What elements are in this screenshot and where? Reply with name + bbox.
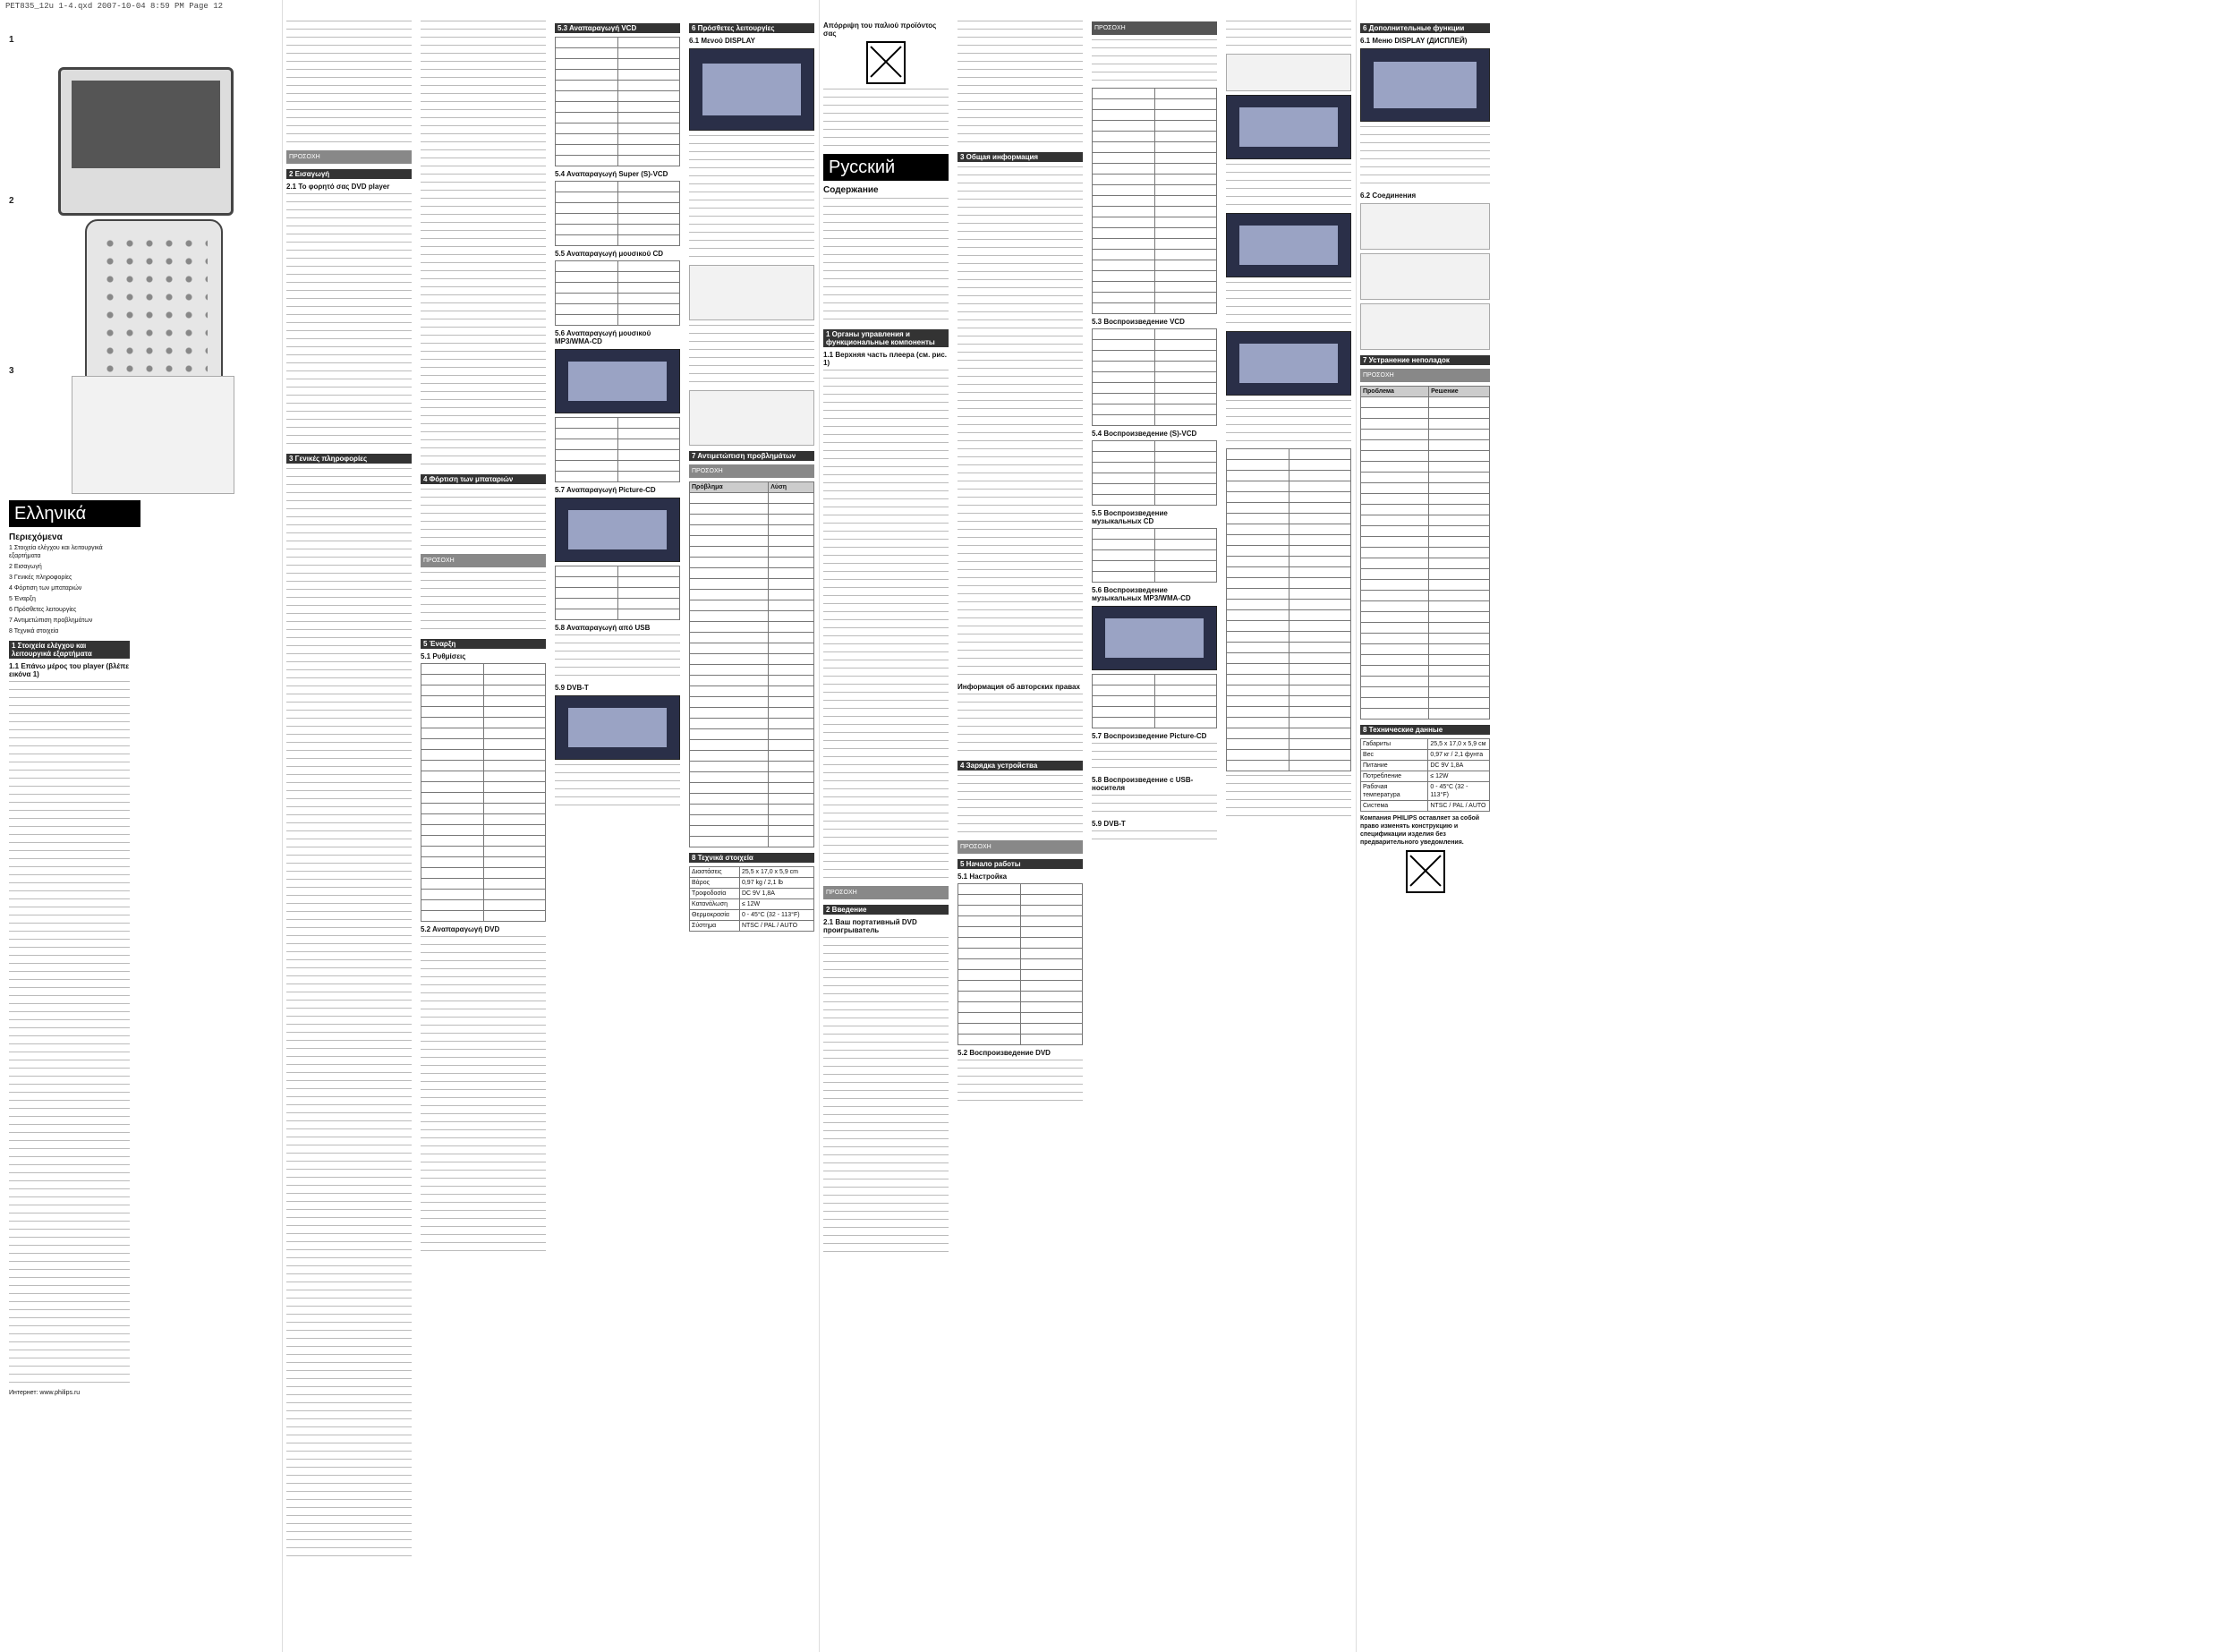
troubleshooting-table [689,481,814,847]
section-heading: 7 Устранение неполадок [1360,355,1490,365]
subsection-heading: 5.8 Αναπαραγωγή από USB [555,624,651,632]
subsection-heading: 6.1 Μενού DISPLAY [689,37,755,45]
subsection-heading: 1.1 Верхняя часть плеера (см. рис. 1) [823,351,948,367]
stand-illustration [72,376,234,494]
table-header: Πρόβλημα [690,482,769,493]
section-heading: 4 Φόρτιση των μπαταριών [421,474,546,484]
svcd-table-ru [1092,440,1217,506]
greek-col-5 [689,18,814,1633]
section-heading: 1 Органы управления и функциональные компоненты [823,329,949,347]
vcd-table [555,37,680,166]
philips-reserve-note: Компания PHILIPS оставляет за собой право изменять конструкцию и спецификации изделия без предварительного уведомления. [1360,815,1480,846]
spec-value: NTSC / PAL / AUTO [739,921,813,932]
spec-label: Κατανάλωση [690,899,740,910]
section-heading: 6 Дополнительные функции [1360,23,1490,33]
subsection-heading: 5.1 Настройка [958,873,1008,881]
subsection-heading: 6.2 Соединения [1360,192,1417,200]
subsection-heading: 2.1 Το φορητό σας DVD player [286,183,390,191]
specs-table [689,866,814,932]
settings-table-ru [958,883,1083,1045]
note-box: ΠΡΟΣΟΧΗ [1092,21,1217,35]
section-heading: 5 Начало работы [958,859,1083,869]
spec-label: Τροφοδοσία [690,889,740,899]
subsection-heading: 5.3 Воспроизведение VCD [1092,318,1185,326]
spec-value: NTSC / PAL / AUTO [1428,801,1490,812]
greek-toc-title: Περιεχόμενα [9,532,63,542]
connection-illustration [689,265,814,320]
figure-2-label: 2 [9,196,14,206]
figure-1-label: 1 [9,35,14,45]
mp3-table-ru [1092,674,1217,728]
settings-table [421,663,546,922]
spec-label: Питание [1361,761,1428,771]
subsection-heading: 5.9 DVB-T [1092,820,1126,828]
mp3-screenshot-ru [1092,606,1217,670]
spec-value: 0 - 45°C (32 - 113°F) [1428,782,1490,801]
footer-web: Интернет: www.philips.ru [9,1390,81,1396]
player-illustration [58,67,234,216]
section-heading: 5.3 Αναπαραγωγή VCD [555,23,680,33]
mp3-table [555,417,680,482]
dvbt-table-ru [1226,448,1351,771]
display-menu-screenshot-ru [1360,48,1490,122]
av-illustration [1360,253,1490,300]
greek-col-2 [286,18,412,1633]
picture-table [555,566,680,620]
cd-table-ru [1092,528,1217,583]
spec-value: ≤ 12W [1428,771,1490,782]
subsection-heading: 5.8 Воспроизведение с USB-носителя [1092,776,1194,792]
cd-table [555,260,680,326]
spec-value: 25,5 x 17,0 x 5,9 см [1428,739,1490,750]
disposal-heading: Απόρριψη του παλιού προϊόντος σας [823,21,937,38]
russian-col-2 [958,18,1083,1633]
section-heading: 5 Έναρξη [421,639,546,649]
subsection-heading: 5.7 Αναπαραγωγή Picture-CD [555,486,656,494]
greek-col-3 [421,18,546,1633]
subsection-heading: 5.6 Αναπαραγωγή μουσικού MP3/WMA-CD [555,329,651,345]
subsection-heading: 2.1 Ваш портативный DVD проигрыватель [823,918,917,934]
figure-3-label: 3 [9,366,14,376]
russian-col-1 [823,18,949,1633]
table-header: Λύση [769,482,814,493]
dvbt-screenshot [555,695,680,760]
spec-label: Θερμοκρασία [690,910,740,921]
spec-value: 0,97 kg / 2,1 lb [739,878,813,889]
epg-screenshot-ru [1226,331,1351,396]
subsection-heading: 5.2 Воспроизведение DVD [958,1049,1051,1057]
spec-label: Габариты [1361,739,1428,750]
picture-screenshot [555,498,680,562]
table-header: Решение [1429,387,1490,397]
russian-col-5 [1360,18,1490,1633]
note-box: ΠΡΟΣΟΧΗ [823,886,949,899]
svcd-table [555,181,680,246]
dvbt-screenshot-ru [1226,95,1351,159]
greek-language-title: Ελληνικά [9,500,140,527]
menu-screenshot [555,349,680,413]
spec-value: 0,97 кг / 2,1 фунта [1428,750,1490,761]
subsection-heading: 5.5 Воспроизведение музыкальных CD [1092,509,1168,525]
spec-value: DC 9V 1,8A [1428,761,1490,771]
russian-toc-title: Содержание [823,185,879,195]
section-heading: 3 Γενικές πληροφορίες [286,454,412,464]
table-header: Проблема [1361,387,1429,397]
subsection-heading: 5.6 Воспроизведение музыкальных MP3/WMA-CD [1092,586,1191,602]
greek-col-4 [555,18,680,1633]
subsection-heading: 5.2 Αναπαραγωγή DVD [421,925,500,933]
note-box: ΠΡΟΣΟΧΗ [286,150,412,164]
crossed-bin-icon [866,41,906,84]
note-box: ΠΡΟΣΟΧΗ [689,464,814,478]
figures-column [9,18,277,1633]
section-heading: 8 Технические данные [1360,725,1490,735]
spec-value: DC 9V 1,8A [739,889,813,899]
specs-table-ru [1360,738,1490,812]
subsection-heading: 5.5 Αναπαραγωγή μουσικού CD [555,250,663,258]
subsection-heading: 5.9 DVB-T [555,684,589,692]
display-menu-screenshot [689,48,814,131]
toc-item: 5 Έναρξη [9,596,36,602]
russian-language-title: Русский [823,154,949,181]
spec-label: Βάρος [690,878,740,889]
tv-connection-illustration [689,390,814,446]
toc-item: 2 Εισαγωγή [9,564,42,570]
note-box: ΠΡΟΣΟΧΗ [1360,369,1490,382]
troubleshooting-table-ru [1360,386,1490,720]
toc-item: 8 Τεχνικά στοιχεία [9,628,59,634]
subsection-heading: 1.1 Επάνω μέρος του player (βλέπε εικόνα 1) [9,662,130,678]
section-heading: 2 Введение [823,905,949,915]
spec-value: ≤ 12W [739,899,813,910]
toc-item: 4 Φόρτιση των μπαταριών [9,585,82,592]
toc-item: 7 Αντιμετώπιση προβλημάτων [9,617,93,624]
toc-item: 6 Πρόσθετες λειτουργίες [9,607,77,613]
tv-out-illustration [1360,303,1490,350]
vcd-table-ru [1092,328,1217,426]
subsection-heading: 5.4 Αναπαραγωγή Super (S)-VCD [555,170,668,178]
note-box: ΠΡΟΣΟΧΗ [958,840,1083,854]
section-heading: 3 Общая информация [958,152,1083,162]
subsection-heading: 5.4 Воспроизведение (S)-VCD [1092,430,1197,438]
toc-item: 3 Γενικές πληροφορίες [9,575,72,581]
spec-value: 25,5 x 17,0 x 5,9 cm [739,867,813,878]
dvd-table-ru [1092,88,1217,314]
spec-label: Вес [1361,750,1428,761]
section-heading: 1 Στοιχεία ελέγχου και λειτουργικά εξαρτήματα [9,641,130,659]
spec-label: Σύστημα [690,921,740,932]
subsection-heading: 5.7 Воспроизведение Picture-CD [1092,732,1207,740]
spec-label: Потребление [1361,771,1428,782]
print-slug: PET835_12u 1-4.qxd 2007-10-04 8:59 PM Page 12 [5,2,224,11]
headphones-illustration [1360,203,1490,250]
spec-label: Рабочая температура [1361,782,1428,801]
russian-col-4 [1226,18,1351,1633]
section-heading: 6 Πρόσθετες λειτουργίες [689,23,814,33]
subsection-heading: 6.1 Меню DISPLAY (ДИСПЛЕЙ) [1360,37,1468,45]
russian-col-3 [1092,18,1217,1633]
section-heading: 4 Зарядка устройства [958,761,1083,771]
spec-value: 0 - 45°C (32 - 113°F) [739,910,813,921]
copyright-heading: Информация об авторских правах [958,683,1080,691]
section-heading: 2 Εισαγωγή [286,169,412,179]
dvbt-setup-illustration [1226,54,1351,91]
spec-label: Διαστάσεις [690,867,740,878]
note-box: ΠΡΟΣΟΧΗ [421,554,546,567]
section-heading: 7 Αντιμετώπιση προβλημάτων [689,451,814,461]
section-heading: 8 Τεχνικά στοιχεία [689,853,814,863]
crossed-bin-icon [1406,850,1445,893]
channel-screenshot-ru [1226,213,1351,277]
subsection-heading: 5.1 Ρυθμίσεις [421,652,466,660]
spec-label: Система [1361,801,1428,812]
toc-item: 1 Στοιχεία ελέγχου και λειτουργικά εξαρτήματα [9,545,103,559]
